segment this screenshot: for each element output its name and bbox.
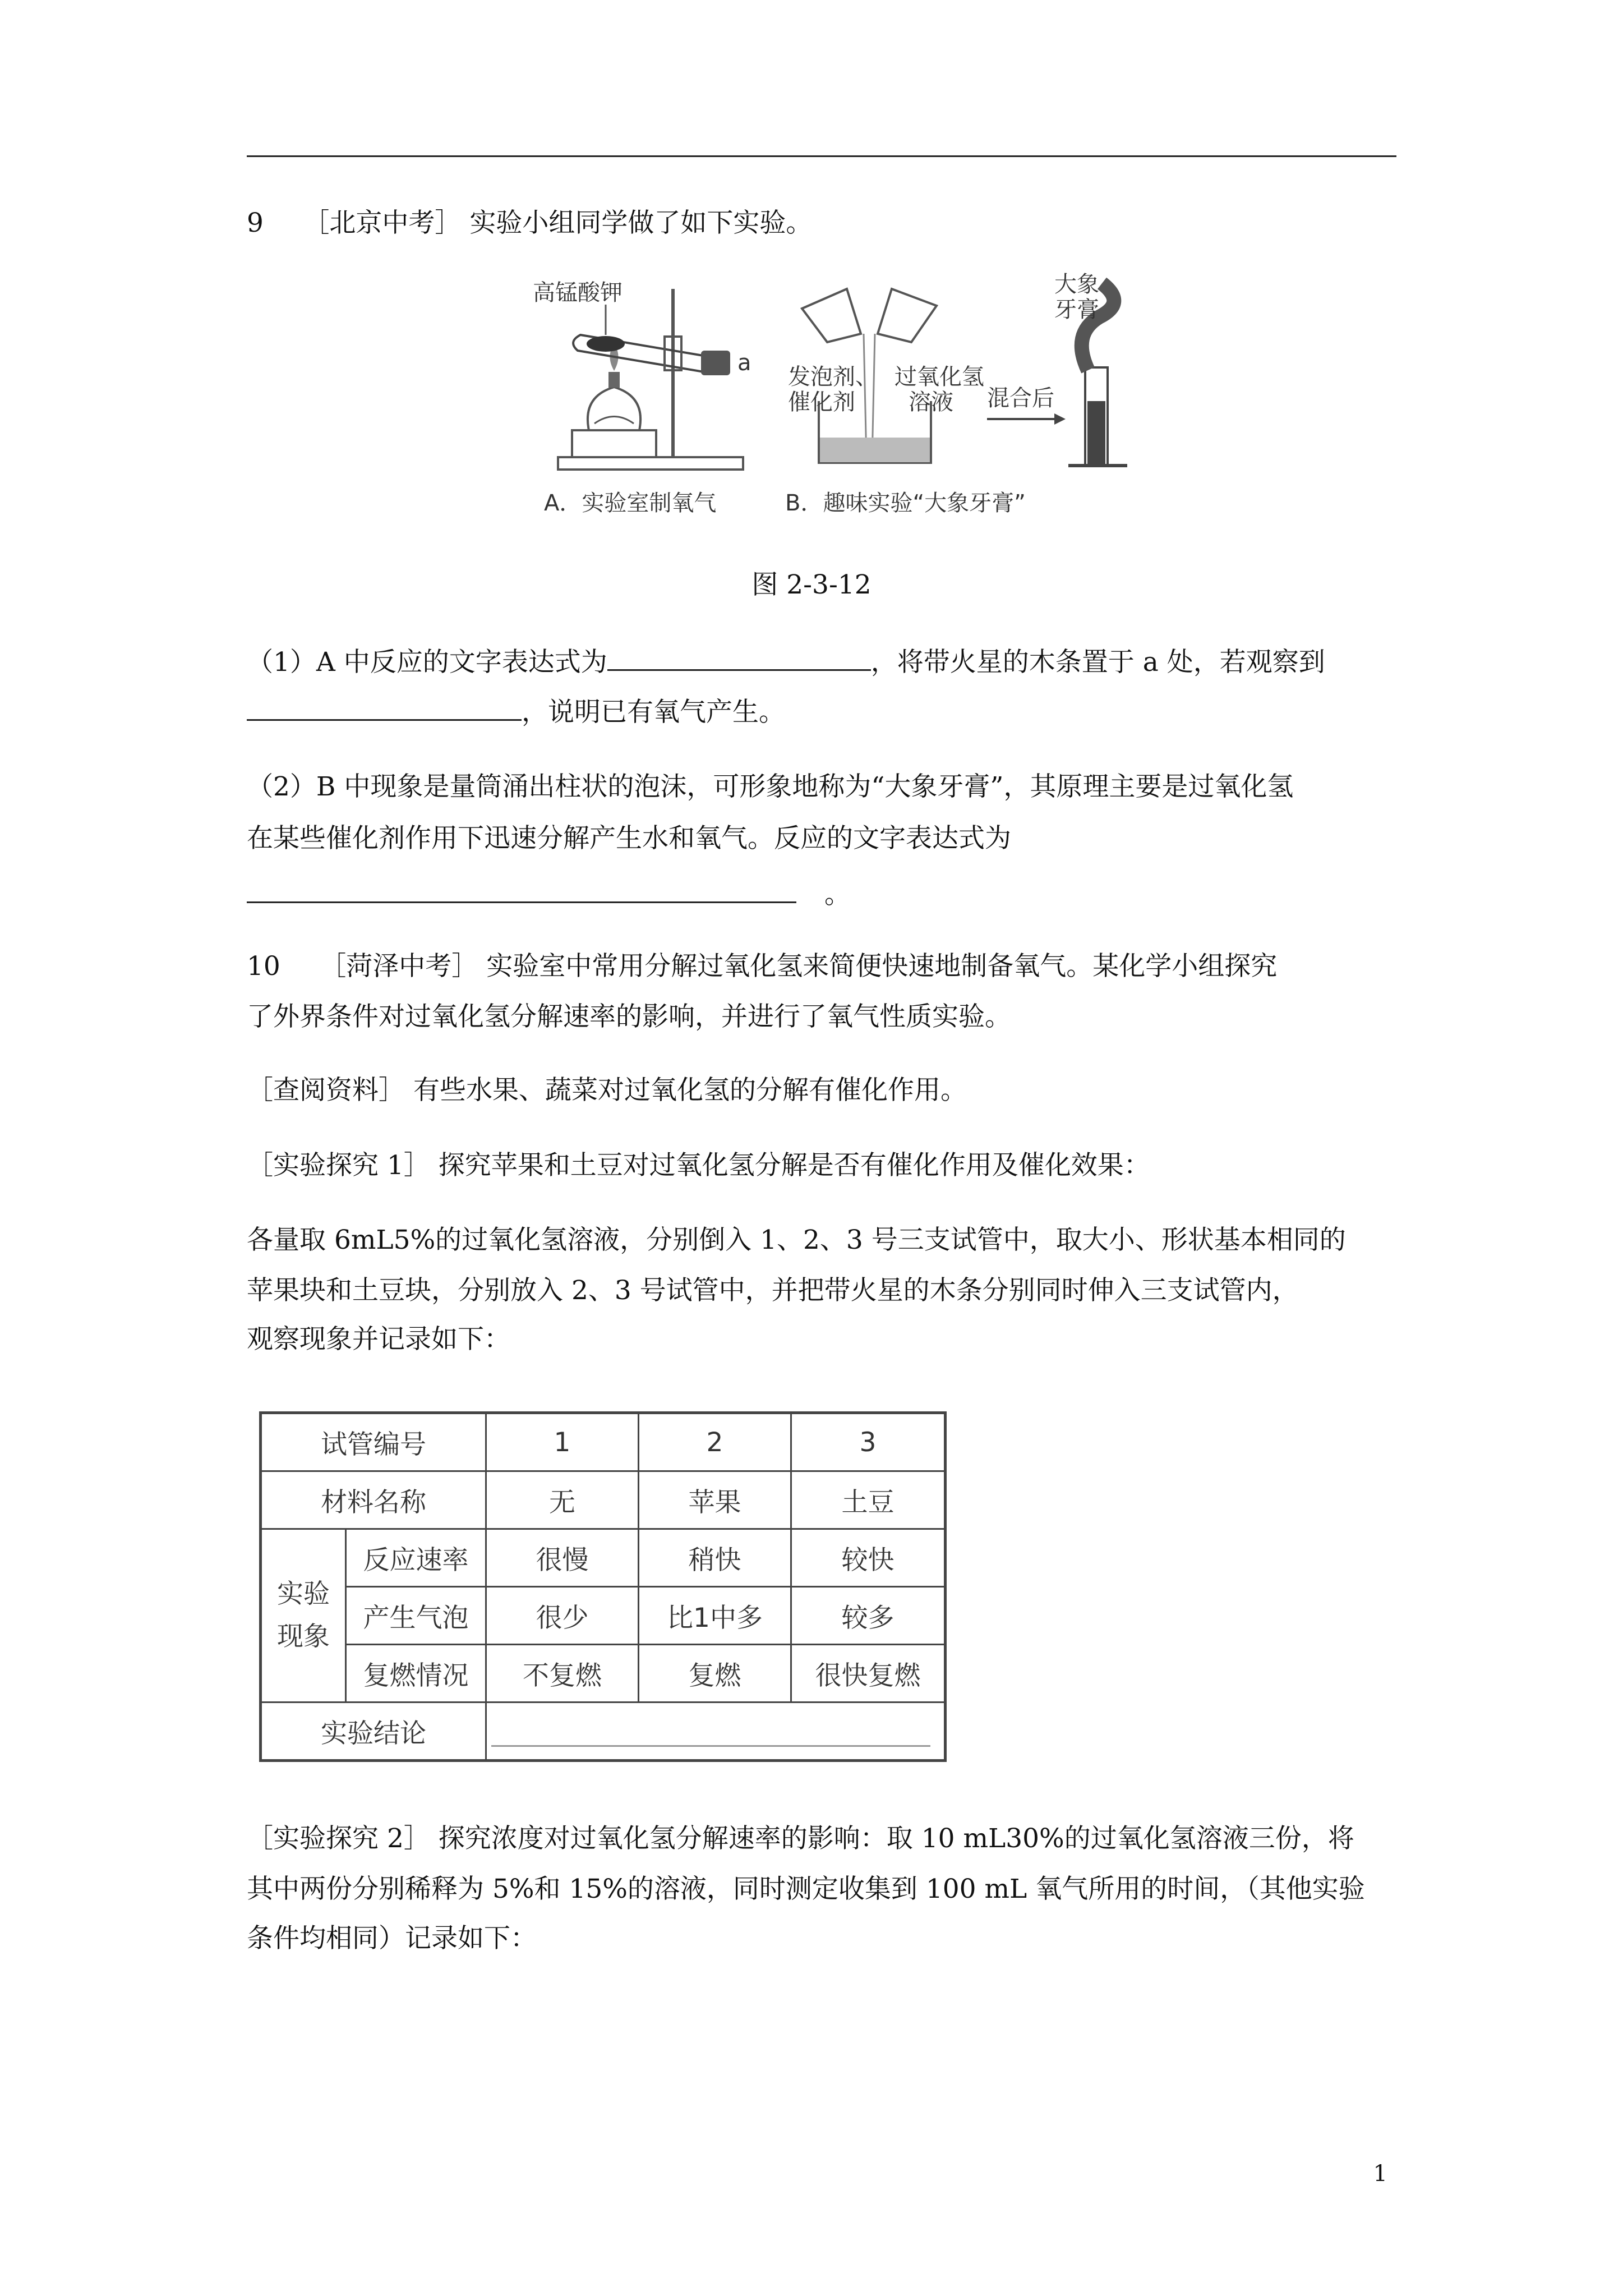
bubbles-label: 产生气泡: [346, 1587, 486, 1645]
answer-blank-2[interactable]: [247, 697, 522, 721]
rate-label: 反应速率: [346, 1529, 486, 1587]
table-row: [261, 1587, 946, 1645]
q9-part2-line2: 在某些催化剂作用下迅速分解产生水和氧气。反应的文字表达式为: [247, 823, 1011, 854]
figure-label-mix: 混合后: [987, 385, 1054, 411]
figure-label-catalyst: 催化剂: [788, 389, 855, 415]
bubbles-1: 很少: [486, 1587, 639, 1645]
q9-part1-line2: [247, 685, 1402, 739]
figure-label-kmno4: 高锰酸钾: [533, 280, 623, 306]
rate-2: 稍快: [639, 1529, 791, 1587]
q10-exp2-line2: 其中两份分别稀释为 5%和 15%的溶液，同时测定收集到 100 mL 氧气所用的时间，（其他实验: [247, 1874, 1365, 1904]
answer-blank-1[interactable]: [607, 647, 871, 671]
figure-caption: 图 2-3-12: [751, 569, 872, 600]
phenomenon-label: 实验 现象: [261, 1529, 346, 1703]
header-tube-number: 试管编号: [261, 1413, 486, 1471]
figure-label-elephant2: 牙膏: [1054, 297, 1099, 323]
header-tube-1: 1: [486, 1413, 639, 1471]
experiment-figure: [505, 272, 1144, 530]
q9-heading: 9 ［北京中考］ 实验小组同学做了如下实验。: [247, 208, 813, 238]
q9-part2-line3: [247, 868, 1402, 922]
q9-part2-line1: （2）B 中现象是量筒涌出柱状的泡沫，可形象地称为“大象牙膏”，其原理主要是过氧化氢: [247, 771, 1294, 802]
table-row: [261, 1413, 946, 1471]
q10-reference: ［查阅资料］ 有些水果、蔬菜对过氧化氢的分解有催化作用。: [247, 1075, 967, 1106]
material-3: 土豆: [791, 1471, 946, 1529]
rate-1: 很慢: [486, 1529, 639, 1587]
bubbles-3: 较多: [791, 1587, 946, 1645]
table-row: [261, 1471, 946, 1529]
figure-caption-a: A．实验室制氧气: [544, 490, 717, 516]
conclusion-blank[interactable]: [486, 1703, 946, 1761]
row-material-label: 材料名称: [261, 1471, 486, 1529]
relight-label: 复燃情况: [346, 1645, 486, 1703]
table-row: [261, 1703, 946, 1761]
table-row: [261, 1529, 946, 1587]
header-tube-2: 2: [639, 1413, 791, 1471]
q9-part1-text-b: ，将带火星的木条置于 a 处，若观察到: [870, 647, 1325, 678]
q9-part1-text-a: （1）A 中反应的文字表达式为: [247, 647, 607, 678]
material-1: 无: [486, 1471, 639, 1529]
figure-label-h2o2: 过氧化氢: [895, 364, 984, 390]
relight-3: 很快复燃: [791, 1645, 946, 1703]
rate-3: 较快: [791, 1529, 946, 1587]
figure-label-elephant1: 大象: [1054, 272, 1099, 297]
relight-2: 复燃: [639, 1645, 791, 1703]
q10-exp1-title: ［实验探究 1］ 探究苹果和土豆对过氧化氢分解是否有催化作用及催化效果：: [247, 1150, 1150, 1181]
material-2: 苹果: [639, 1471, 791, 1529]
q10-exp1-line1: 各量取 6mL5%的过氧化氢溶液，分别倒入 1、2、3 号三支试管中，取大小、形状基本相同的: [247, 1225, 1346, 1255]
figure-label-a: a: [737, 350, 751, 376]
header-rule: [247, 155, 1396, 157]
table-row: [261, 1645, 946, 1703]
relight-1: 不复燃: [486, 1645, 639, 1703]
experiment-table: [259, 1411, 947, 1762]
q10-heading-line2: 了外界条件对过氧化氢分解速率的影响，并进行了氧气性质实验。: [247, 1001, 1011, 1032]
page-number: 1: [1373, 2161, 1387, 2187]
figure-caption-b: B．趣味实验“大象牙膏”: [785, 490, 1026, 516]
answer-blank-3[interactable]: [247, 879, 796, 903]
q9-part1-line1: [247, 636, 1402, 689]
q10-exp2-line1: ［实验探究 2］ 探究浓度对过氧化氢分解速率的影响：取 10 mL30%的过氧化氢溶液三份，将: [247, 1823, 1354, 1854]
q9-part2-end: 。: [824, 879, 851, 910]
q10-heading: 10 ［菏泽中考］ 实验室中常用分解过氧化氢来简便快速地制备氧气。某化学小组探究: [247, 951, 1278, 982]
q10-exp2-line3: 条件均相同）记录如下：: [247, 1923, 537, 1954]
figure-label-foam-agent: 发泡剂、: [788, 364, 878, 390]
q10-exp1-line3: 观察现象并记录如下：: [247, 1324, 510, 1355]
q9-part1-text-c: ，说明已有氧气产生。: [522, 697, 785, 728]
conclusion-label: 实验结论: [261, 1703, 486, 1761]
figure-label-solution: 溶液: [909, 389, 953, 415]
header-tube-3: 3: [791, 1413, 946, 1471]
q10-exp1-line2: 苹果块和土豆块，分别放入 2、3 号试管中，并把带火星的木条分别同时伸入三支试管内，: [247, 1275, 1299, 1306]
bubbles-2: 比1中多: [639, 1587, 791, 1645]
